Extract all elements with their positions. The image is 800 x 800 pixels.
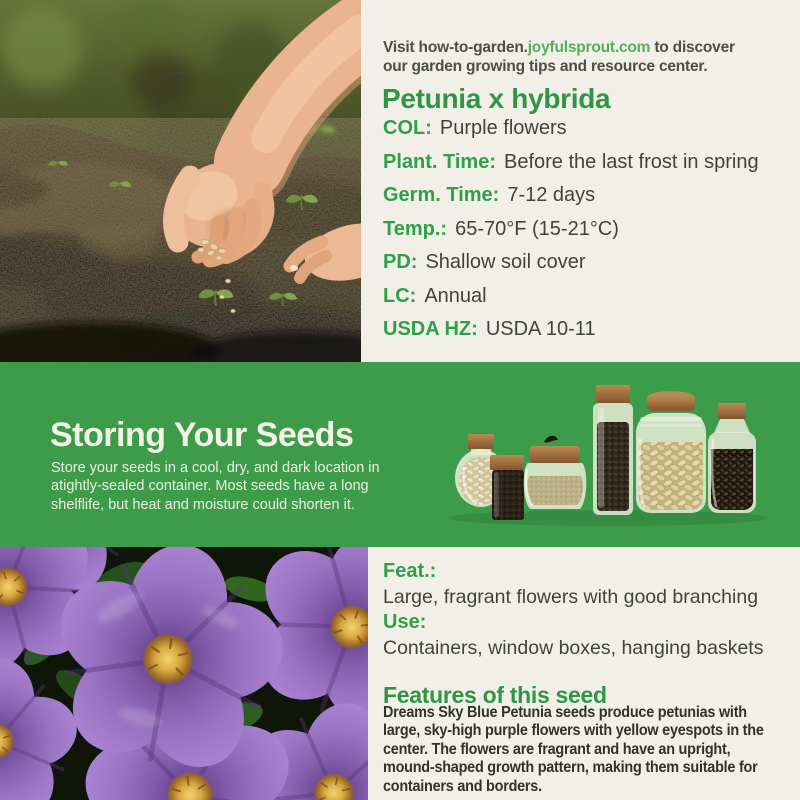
- spec-row: [383, 251, 759, 273]
- spec-label: LC:: [383, 284, 417, 307]
- spec-label: Germ. Time:: [383, 184, 500, 206]
- use-value: Containers, window boxes, hanging baskets: [383, 637, 764, 659]
- purple-petunia-photo: [0, 547, 368, 800]
- spec-value: Purple flowers: [439, 117, 567, 139]
- spec-row: [383, 318, 759, 340]
- spec-row: [383, 285, 759, 307]
- specs-list: [383, 117, 759, 352]
- intro-line1: [383, 39, 735, 56]
- intro-pre: Visit how-to-garden.: [383, 38, 528, 56]
- plant-title: Petunia x hybrida: [382, 82, 611, 114]
- spec-value: 7-12 days: [507, 184, 596, 206]
- use-label: Use:: [383, 611, 427, 633]
- intro-post: to discover: [650, 38, 735, 56]
- spec-value: 65-70°F (15-21°C): [455, 217, 619, 240]
- feat-value: Large, fragrant flowers with good branching: [383, 586, 759, 608]
- spec-row: [383, 151, 759, 173]
- top-section: [0, 0, 800, 362]
- spec-label: PD:: [383, 251, 418, 273]
- spec-value: Before the last frost in spring: [504, 150, 759, 173]
- seed-jars-photo: [440, 370, 780, 545]
- spec-row: [383, 184, 759, 206]
- intro-line2: our garden growing tips and resource center.: [383, 58, 708, 76]
- jar-tall-dark-seeds: [593, 385, 633, 515]
- jar-sunflower-seeds: [708, 403, 756, 513]
- spec-row: [383, 218, 759, 240]
- storing-title: Storing Your Seeds: [50, 416, 354, 455]
- website-link[interactable]: joyfulsprout.com: [527, 38, 651, 56]
- spec-label: USDA HZ:: [383, 318, 478, 340]
- features-title: Features of this seed: [383, 682, 607, 708]
- spec-value: Shallow soil cover: [425, 251, 586, 273]
- spec-label: Plant. Time:: [383, 150, 496, 173]
- storing-band: [0, 362, 800, 547]
- feat-label: Feat.:: [383, 560, 437, 582]
- jar-dark-powder: [490, 455, 524, 520]
- storing-body: Store your seeds in a cool, dry, and dark location in atightly-sealed container. Most seeds have a long shelflife, but heat and moisture could shorten it.: [51, 459, 380, 513]
- intro-text: [383, 38, 763, 78]
- spec-label: Temp.:: [383, 217, 448, 240]
- spec-value: Annual: [424, 284, 487, 307]
- hand-sowing-seeds-photo: [0, 0, 361, 362]
- spec-row: [383, 117, 759, 139]
- features-body: Dreams Sky Blue Petunia seeds produce petunias with large, sky-high purple flowers with yellow eyespots in the center. The flowers are fragrant and have an upright, mound-shaped growth pattern, making them suitable for containers and borders.: [383, 703, 764, 795]
- bottom-section: [0, 547, 800, 800]
- jar-sand-seeds: [524, 436, 587, 509]
- spec-label: COL:: [383, 117, 432, 139]
- jar-pumpkin-seeds: [636, 391, 706, 513]
- spec-value: USDA 10-11: [485, 318, 596, 340]
